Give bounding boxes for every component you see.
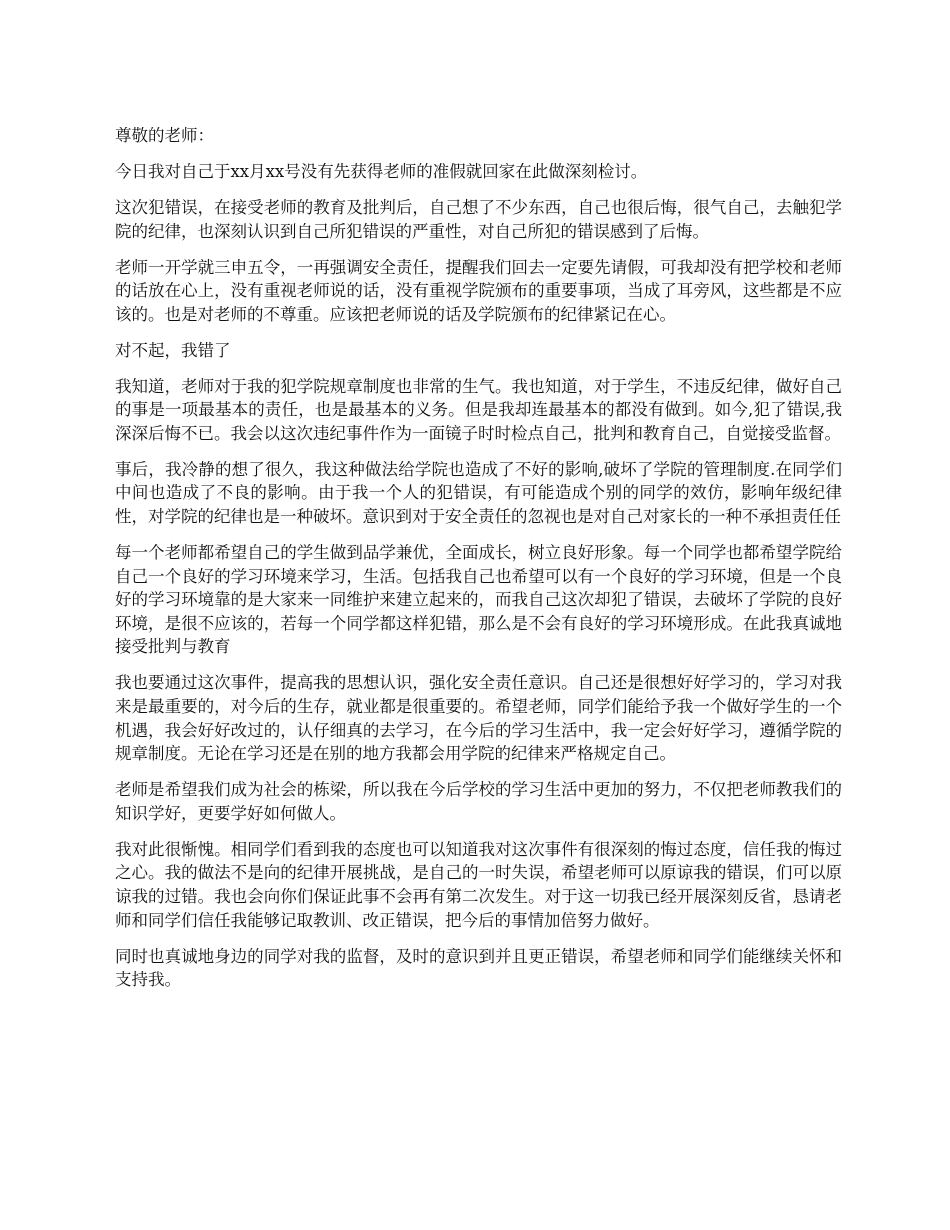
paragraph-4: 对不起，我错了 [115, 340, 231, 360]
paragraph-8: 我也要通过这次事件，提高我的思想认识，强化安全责任意识。自己还是很想好好学习的，学习对我来是最重要的，对今后的生存，就业都是很重要的。希望老师，同学们能给予我一个做好学生的一个机遇，我会好好改过的，认仔细真的去学习，在今后的学习生活中，我一定会好好学习，遵循学院的规章制度。无论在学习还是在别的地方我都会用学院的纪律来严格规定自己。 [115, 673, 842, 764]
paragraph-1: 今日我对自己于xx月xx号没有先获得老师的准假就回家在此做深刻检讨。 [115, 161, 648, 181]
document-page [115, 124, 842, 1004]
paragraph-6: 事后，我冷静的想了很久，我这种做法给学院也造成了不好的影响,破坏了学院的管理制度.在同学们中间也造成了不良的影响。由于我一个人的犯错误，有可能造成个别的同学的效仿，影响年级纪律性，对学院的纪律也是一种破坏。意识到对于安全责任的忽视也是对自己对家长的一种不承担责任任 [115, 459, 842, 527]
paragraph-5: 我知道，老师对于我的犯学院规章制度也非常的生气。我也知道，对于学生，不违反纪律，做好自己的事是一项最基本的责任，也是最基本的义务。但是我却连最基本的都没有做到。如今,犯了错误,我深深后悔不已。我会以这次违纪事件作为一面镜子时时检点自己，批判和教育自己，自觉接受监督。 [115, 376, 842, 443]
paragraph-11: 同时也真诚地身边的同学对我的监督，及时的意识到并且更正错误，希望老师和同学们能继续关怀和支持我。 [115, 946, 842, 990]
paragraph-10: 我对此很惭愧。相同学们看到我的态度也可以知道我对这次事件有很深刻的悔过态度，信任我的悔过之心。我的做法不是向的纪律开展挑战，是自己的一时失误，希望老师可以原谅我的错误，们可以原谅我的过错。我也会向你们保证此事不会再有第二次发生。对于这一切我已经开展深刻反省，恳请老师和同学们信任我能够记取教训、改正错误，把今后的事情加倍努力做好。 [115, 839, 842, 930]
paragraph-9: 老师是希望我们成为社会的栋梁，所以我在今后学校的学习生活中更加的努力，不仅把老师教我们的知识学好，更要学好如何做人。 [115, 780, 842, 823]
greeting: 尊敬的老师： [115, 126, 214, 145]
paragraph-2: 这次犯错误，在接受老师的教育及批判后，自己想了不少东西，自己也很后悔，很气自己，去触犯学院的纪律，也深刻认识到自己所犯错误的严重性，对自己所犯的错误感到了后悔。 [115, 197, 842, 241]
paragraph-3: 老师一开学就三申五令，一再强调安全责任，提醒我们回去一定要先请假，可我却没有把学校和老师的话放在心上，没有重视老师说的话，没有重视学院颁布的重要事项，当成了耳旁风，这些都是不应该的。也是对老师的不尊重。应该把老师说的话及学院颁布的纪律紧记在心。 [115, 257, 842, 324]
paragraph-7: 每一个老师都希望自己的学生做到品学兼优，全面成长，树立良好形象。每一个同学也都希望学院给自己一个良好的学习环境来学习，生活。包括我自己也希望可以有一个良好的学习环境，但是一个良好的学习环境靠的是大家来一同维护来建立起来的，而我自己这次却犯了错误，去破坏了学院的良好环境，是很不应该的，若每一个同学都这样犯错，那么是不会有良好的学习环境形成。在此我真诚地接受批判与教育 [115, 543, 842, 657]
